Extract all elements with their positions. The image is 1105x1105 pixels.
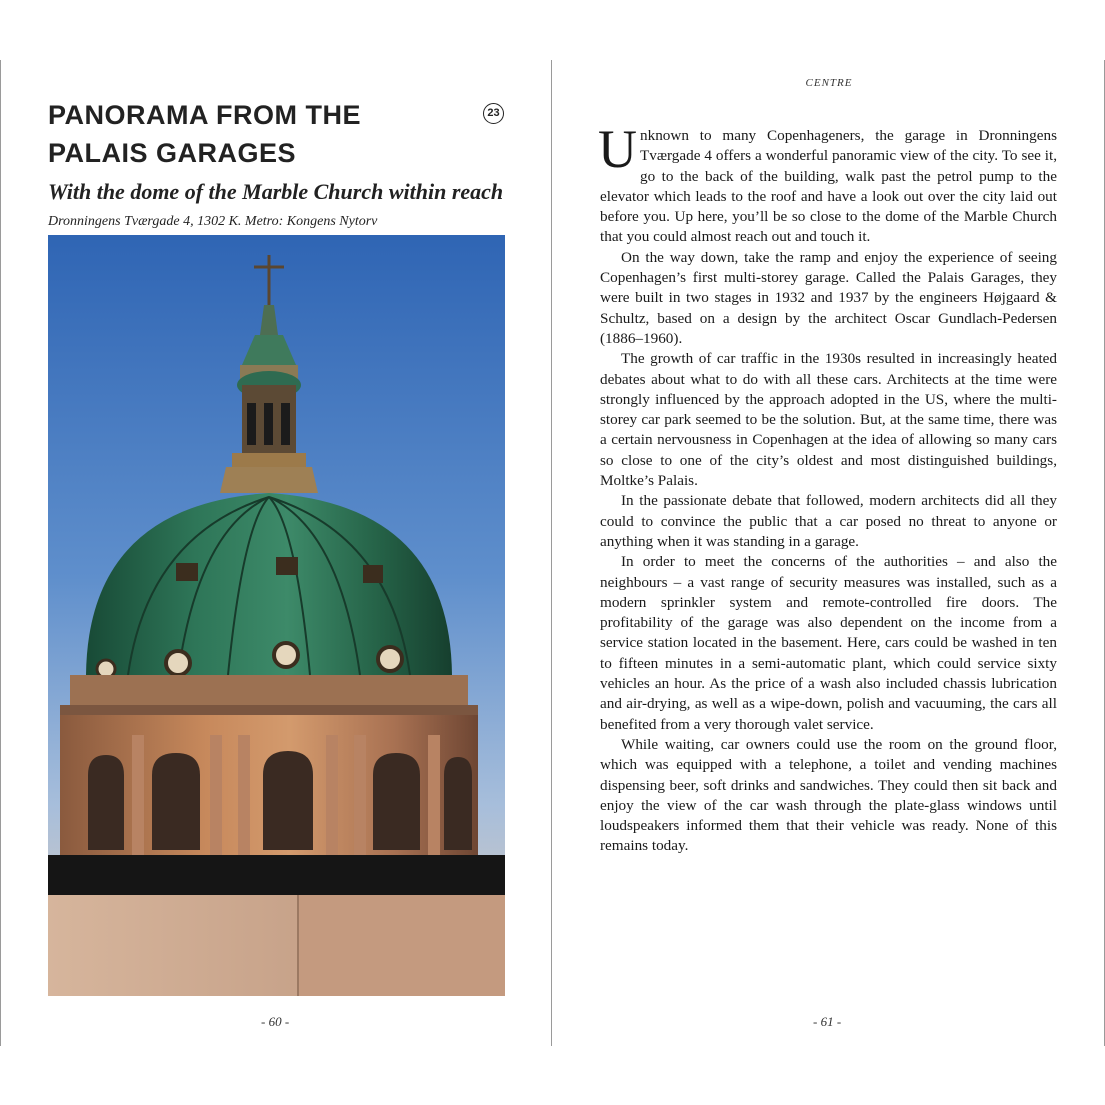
paragraph-1-text: nknown to many Copenhageners, the garage in Dronningens Tværgade 4 offers a wonderful panoramic view of the city. To see it, go to the back of the building, walk past the petrol pump to the elevator which leads to the roof and have a look out over the city laid out before you. Up here, you’ll be so close to the dome of the Marble Church that you could almost reach out and touch it. bbox=[600, 127, 1057, 246]
paragraph-3: The growth of car traffic in the 1930s resulted in increasingly heated debates about what to do with all these cars. Architects at the time were strongly influenced by the approach adopted in the US, where the multi-storey car park seemed to be the solution. But, at the same time, there was a certain nervousness in Copenhagen at the idea of allowing so many cars so close to one of the city’s oldest and most distinguished buildings, Moltke’s Palais. bbox=[600, 350, 1057, 490]
paragraph-1 bbox=[598, 119, 1057, 248]
left-page-number: - 60 - bbox=[261, 1014, 290, 1029]
entry-number-badge: 23 bbox=[483, 103, 504, 124]
paragraph-5: In order to meet the concerns of the authorities – and also the neighbours – a vast range of security measures was installed, such as a modern sprinkler system and remote-controlled fire doors. The profitability of the garage was also dependent on the income from a service station located in the basement. Here, cars could be washed in ten to fifteen minutes in a semi-automatic plant, which could service sixty vehicles an hour. As the price of a wash also included chassis lubrication and air-drying, as well as a wipe-down, polish and vacuuming, the cars all benefited from a very thorough valet service. bbox=[600, 553, 1057, 733]
page-title: PANORAMA FROM THE PALAIS GARAGES bbox=[48, 100, 361, 168]
page-subtitle: With the dome of the Marble Church within reach bbox=[48, 179, 504, 204]
left-page-edge bbox=[0, 60, 1, 1046]
paragraph-4: In the passionate debate that followed, modern architects did all they could to convince the public that a car posed no threat to anyone or anything when it was standing in a garage. bbox=[600, 492, 1057, 550]
body-text bbox=[598, 119, 1057, 857]
paragraph-6: While waiting, car owners could use the room on the ground floor, which was equipped with a telephone, a toilet and vending machines dispensing beer, soft drinks and sandwiches. They could then sit back and enjoy the view of the car wash through the plate-glass windows until loudspeakers informed them that their vehicle was ready. None of this remains today. bbox=[600, 735, 1057, 855]
book-gutter bbox=[551, 60, 552, 1046]
right-page-number: - 61 - bbox=[813, 1014, 842, 1029]
address-line: Dronningens Tværgade 4, 1302 K. Metro: Kongens Nytorv bbox=[48, 214, 378, 229]
paragraph-2: On the way down, take the ramp and enjoy the experience of seeing Copenhagen’s first multi-storey garage. Called the Palais Garages, they were built in two stages in 1932 and 1937 by the engineers Højgaard & Schultz, based on a design by the architect Oscar Gundlach-Pedersen (1886–1960). bbox=[600, 248, 1057, 347]
drop-cap: U bbox=[598, 119, 637, 179]
running-head: CENTRE bbox=[805, 77, 853, 89]
marble-church-dome-photo bbox=[48, 235, 505, 996]
